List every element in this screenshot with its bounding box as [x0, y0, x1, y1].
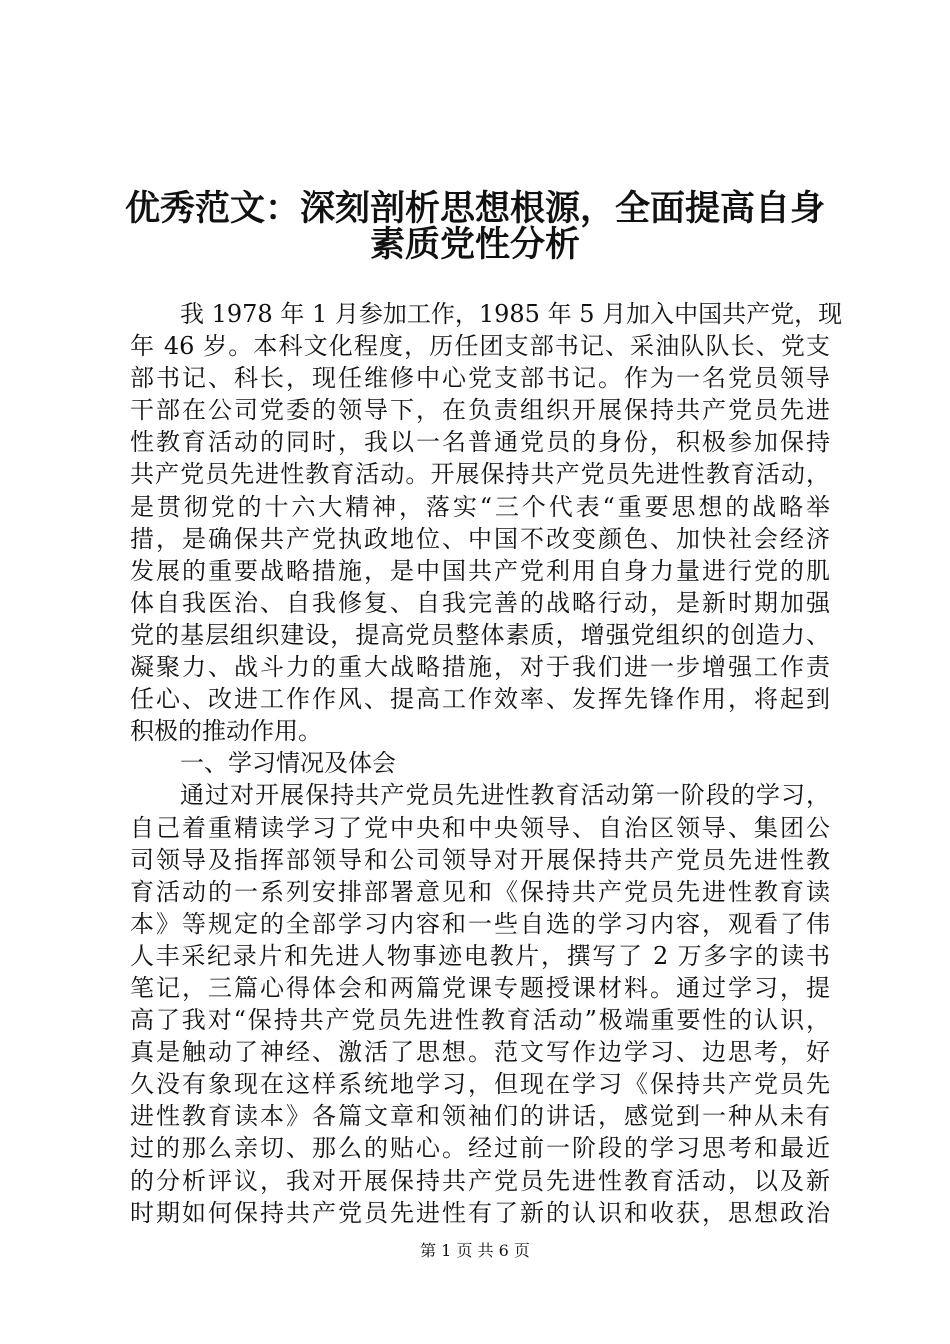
body-line: 是贯彻党的十六大精神，落实“三个代表“重要思想的战略举 — [130, 492, 830, 521]
body-line: 高了我对“保持共产党员先进性教育活动”极端重要性的认识， — [130, 1006, 830, 1035]
body-line: 过的那么亲切、那么的贴心。经过前一阶段的学习思考和最近 — [130, 1134, 830, 1163]
body-line: 人丰采纪录片和先进人物事迹电教片，撰写了 2 万多字的读书 — [130, 941, 830, 970]
body-line: 时期如何保持共产党员先进性有了新的认识和收获，思想政治 — [130, 1198, 830, 1227]
body-line: 本》等规定的全部学习内容和一些自选的学习内容，观看了伟 — [130, 909, 830, 938]
section-heading: 一、学习情况及体会 — [180, 749, 396, 778]
body-line: 发展的重要战略措施，是中国共产党利用自身力量进行党的肌 — [130, 556, 830, 585]
body-line: 措，是确保共产党执政地位、中国不改变颜色、加快社会经济 — [130, 524, 830, 553]
body-line: 积极的推动作用。 — [130, 717, 322, 746]
body-line: 共产党员先进性教育活动。开展保持共产党员先进性教育活动， — [130, 460, 830, 489]
body-line: 久没有象现在这样系统地学习，但现在学习《保持共产党员先 — [130, 1070, 830, 1099]
body-line: 干部在公司党委的领导下，在负责组织开展保持共产党员先进 — [130, 396, 830, 425]
body-line: 真是触动了神经、激活了思想。范文写作边学习、边思考，好 — [130, 1038, 830, 1067]
body-line: 年 46 岁。本科文化程度，历任团支部书记、采油队队长、党支 — [130, 332, 830, 361]
document-title-line-1: 优秀范文：深刻剖析思想根源，全面提高自身 — [124, 189, 825, 229]
body-line: 通过对开展保持共产党员先进性教育活动第一阶段的学习， — [180, 781, 830, 810]
body-line: 任心、改进工作作风、提高工作效率、发挥先锋作用，将起到 — [130, 685, 830, 714]
body-line: 部书记、科长，现任维修中心党支部书记。作为一名党员领导 — [130, 364, 830, 393]
body-line: 性教育活动的同时，我以一名普通党员的身份，积极参加保持 — [130, 428, 830, 457]
document-title-line-2: 素质党性分析 — [369, 225, 580, 265]
body-line: 体自我医治、自我修复、自我完善的战略行动，是新时期加强 — [130, 588, 830, 617]
body-line: 凝聚力、战斗力的重大战略措施，对于我们进一步增强工作责 — [130, 653, 830, 682]
body-line: 司领导及指挥部领导和公司领导对开展保持共产党员先进性教 — [130, 845, 830, 874]
body-line: 我 1978 年 1 月参加工作，1985 年 5 月加入中国共产党，现 — [180, 300, 843, 328]
page-footer: 第 1 页 共 6 页 — [420, 1241, 530, 1260]
body-line: 育活动的一系列安排部署意见和《保持共产党员先进性教育读 — [130, 877, 830, 906]
body-line: 自己着重精读学习了党中央和中央领导、自治区领导、集团公 — [130, 813, 830, 842]
body-line: 笔记，三篇心得体会和两篇党课专题授课材料。通过学习，提 — [130, 973, 830, 1002]
body-line: 的分析评议，我对开展保持共产党员先进性教育活动，以及新 — [130, 1166, 830, 1195]
document-body — [130, 298, 843, 1229]
body-line: 进性教育读本》各篇文章和领袖们的讲话，感觉到一种从未有 — [130, 1102, 830, 1131]
body-line: 党的基层组织建设，提高党员整体素质，增强党组织的创造力、 — [130, 620, 830, 649]
